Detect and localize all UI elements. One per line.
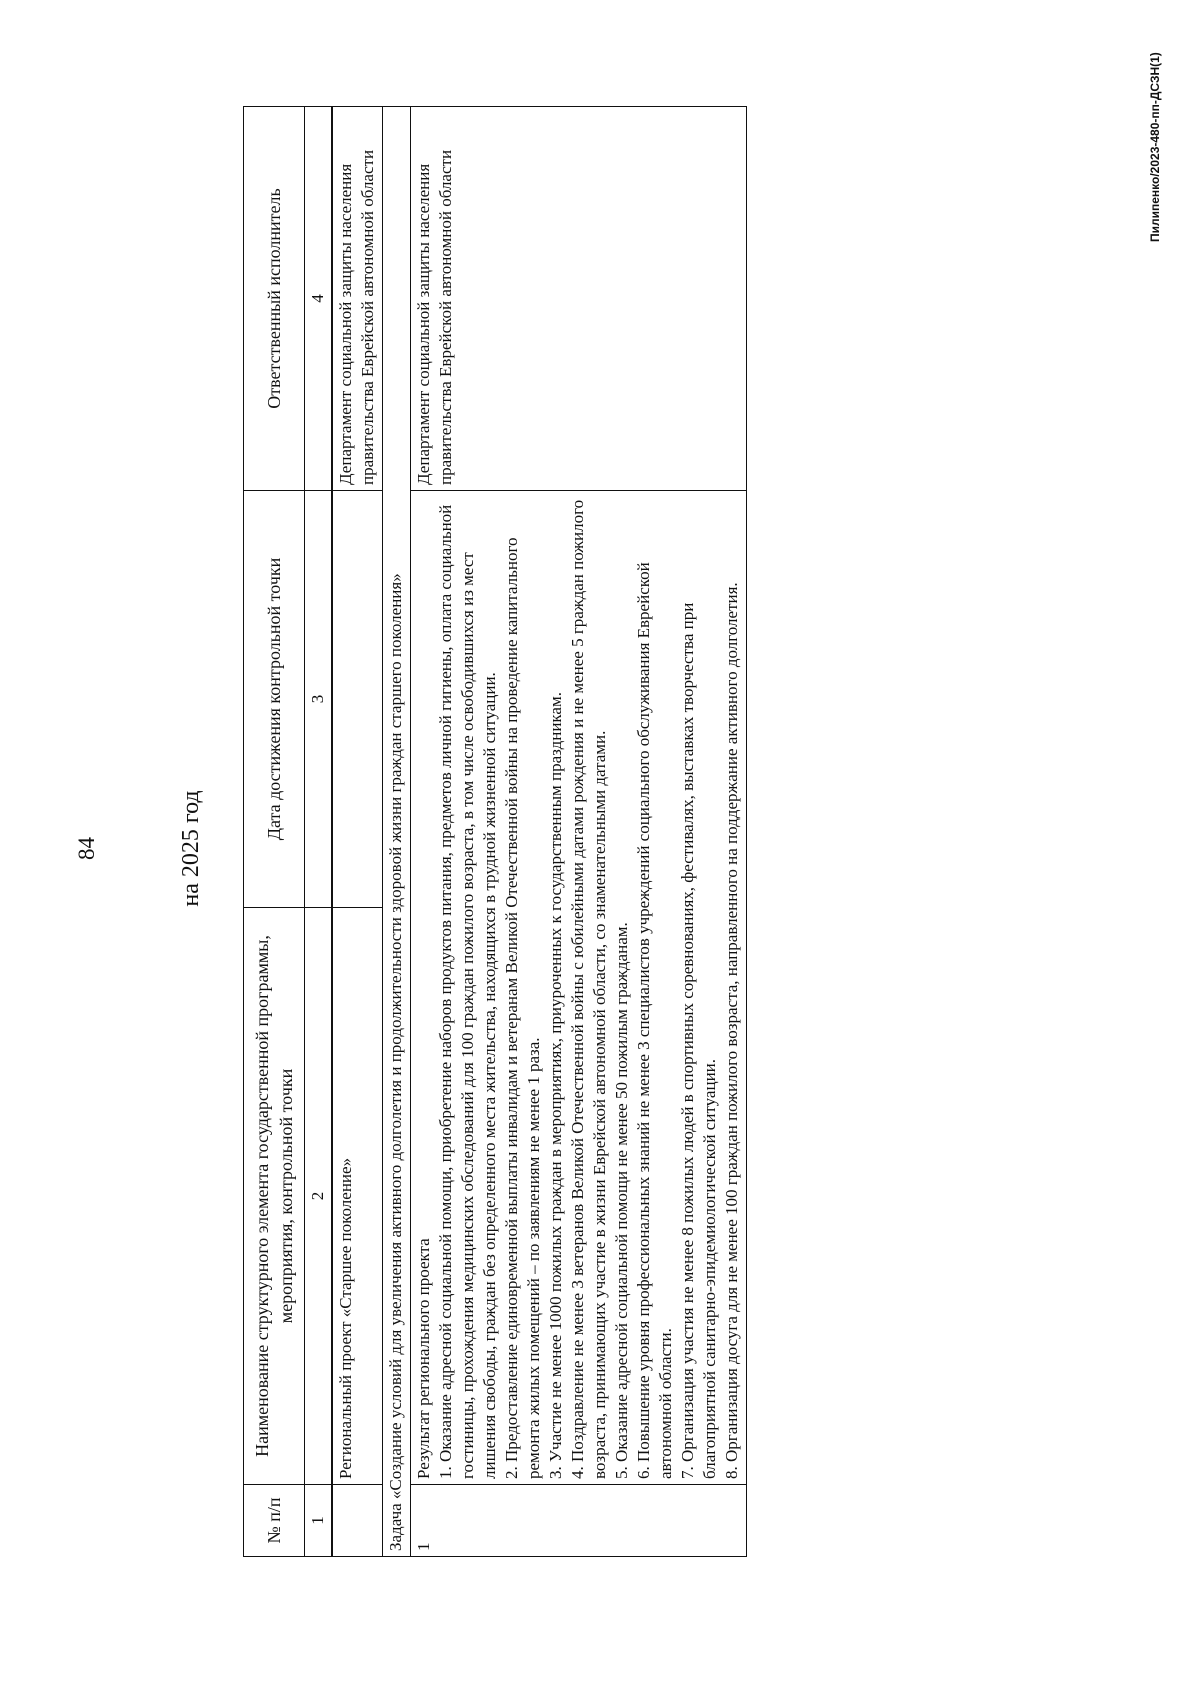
- column-number: 2: [305, 908, 333, 1485]
- column-number: 1: [305, 1485, 333, 1557]
- project-name: Региональный проект «Старшее поколение»: [332, 908, 383, 1485]
- result-item: 7. Организация участия не менее 8 пожилых людей в спортивных соревнованиях, фестивалях, выставках творчества при благоприятной санитарно-эпидемиологической ситуации.: [678, 602, 719, 1479]
- result-executor: Департамент социальной защиты населения правительства Еврейской автономной области: [411, 107, 747, 491]
- header-number: № п/п: [244, 1485, 305, 1557]
- column-number-row: [305, 107, 333, 1557]
- column-number: 3: [305, 491, 333, 908]
- result-row: [411, 107, 747, 1557]
- project-row: [332, 107, 383, 1557]
- result-item: 4. Поздравление не менее 3 ветеранов Великой Отечественной войны с юбилейными датами рождения и не менее 5 граждан пожилого возраста, принимающих участие в жизни Еврейской автономной области, со знаменательными датами.: [568, 499, 609, 1479]
- result-heading: Результат регионального проекта: [414, 1238, 433, 1479]
- header-executor: Ответственный исполнитель: [244, 107, 305, 491]
- document-footer: Пилипенко/2023-480-пп-ДСЗН(1): [1148, 52, 1162, 242]
- task-row: [383, 107, 411, 1557]
- result-item: 8. Организация досуга для не менее 100 граждан пожилого возраста, направленного на поддержание активного долголетия.: [722, 582, 741, 1479]
- project-executor: Департамент социальной защиты населения правительства Еврейской автономной области: [332, 107, 383, 491]
- plan-table: [243, 106, 747, 1557]
- page-title: на 2025 год: [178, 790, 204, 907]
- column-number: 4: [305, 107, 333, 491]
- result-number: 1: [411, 1485, 747, 1557]
- project-number-cell: [332, 1485, 383, 1557]
- result-item: 6. Повышение уровня профессиональных знаний не менее 3 специалистов учреждений социального обслуживания Еврейской автономной области.: [634, 562, 675, 1479]
- result-item: 2. Предоставление единовременной выплаты инвалидам и ветеранам Великой Отечественной войны на проведение капитального ремонта жилых помещений – по заявлениям не менее 1 раза.: [502, 537, 543, 1479]
- result-item: 5. Оказание адресной социальной помощи не менее 50 пожилым гражданам.: [612, 922, 631, 1479]
- task-text: Задача «Создание условий для увеличения активного долголетия и продолжительности здоровой жизни граждан старшего поколения»: [383, 107, 411, 1557]
- header-date: Дата достижения контрольной точки: [244, 491, 305, 908]
- result-item: 1. Оказание адресной социальной помощи, приобретение наборов продуктов питания, предметов личной гигиены, оплата социальной гостиницы, прохождения медицинских обследований для 100 граждан пожилого возраста, в том числе освободившихся из мест лишения свободы, граждан без определенного места жительства, находящихся в трудной жизненной ситуации.: [436, 504, 499, 1479]
- header-name: Наименование структурного элемента государственной программы, мероприятия, контрольной точки: [244, 908, 305, 1485]
- result-item: 3. Участие не менее 1000 пожилых граждан в мероприятиях, приуроченных к государственным праздникам.: [546, 692, 565, 1479]
- page-number: 84: [74, 837, 99, 860]
- header-row: [244, 107, 305, 1557]
- project-date-cell: [332, 491, 383, 908]
- result-description: [411, 491, 747, 1485]
